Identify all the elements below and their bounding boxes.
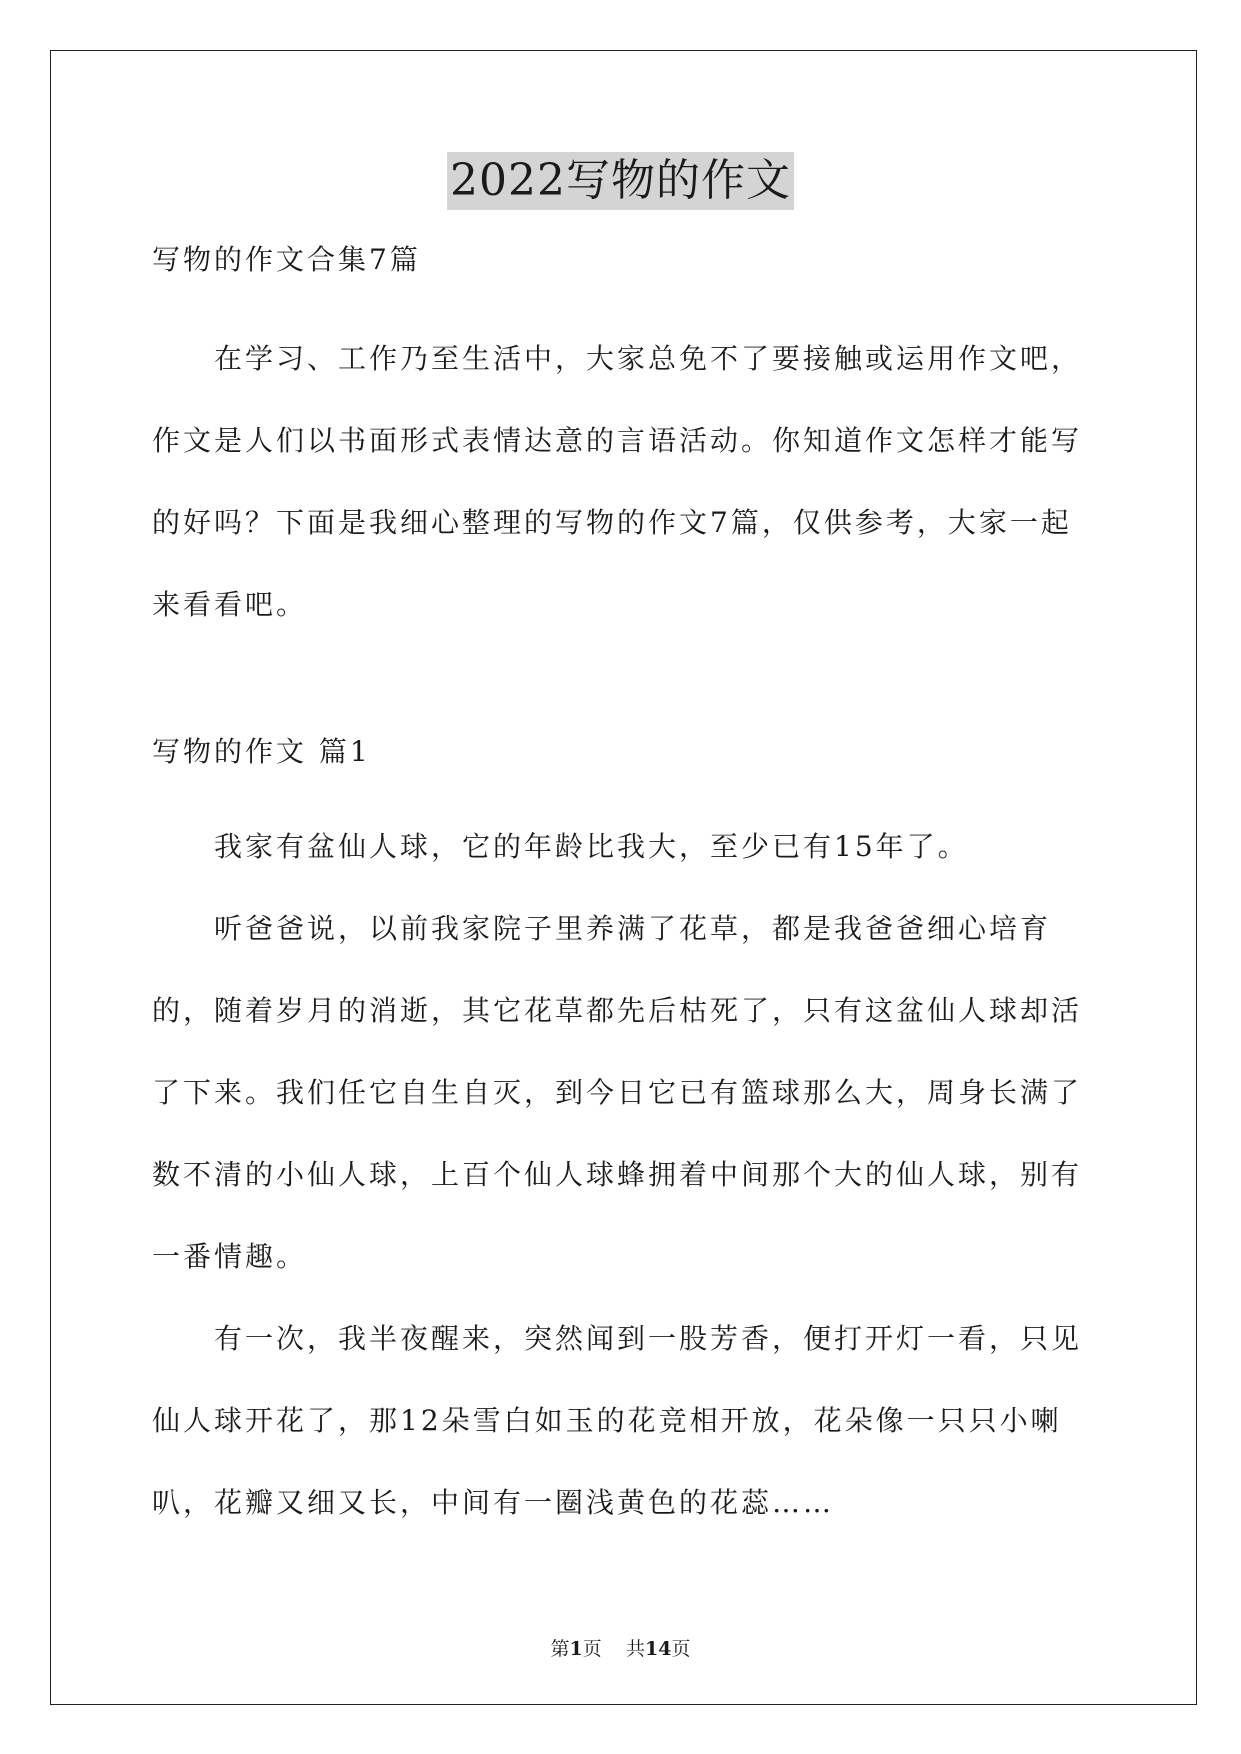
section-heading: 写物的作文 篇1 [152, 735, 371, 768]
page-footer [0, 1634, 1241, 1661]
total-pages: 14 [644, 1638, 672, 1660]
page-suffix: 页 [582, 1638, 602, 1660]
total-suffix: 页 [671, 1638, 691, 1660]
intro-paragraph: 在学习、工作乃至生活中，大家总免不了要接触或运用作文吧，作文是人们以书面形式表情达意的言语活动。你知道作文怎样才能写的好吗？下面是我细心整理的写物的作文7篇，仅供参考，大家一起来看看吧。 [152, 342, 1083, 621]
body-paragraph: 听爸爸说，以前我家院子里养满了花草，都是我爸爸细心培育的，随着岁月的消逝，其它花草都先后枯死了，只有这盆仙人球却活了下来。我们任它自生自灭，到今日它已有篮球那么大，周身长满了数不清的小仙人球，上百个仙人球蜂拥着中间那个大的仙人球，别有一番情趣。 [152, 912, 1083, 1273]
document-subtitle: 写物的作文合集7篇 [152, 243, 421, 276]
page-prefix: 第 [550, 1638, 570, 1660]
document-body [152, 240, 1097, 1544]
body-paragraph: 有一次，我半夜醒来，突然闻到一股芳香，便打开灯一看，只见仙人球开花了，那12朵雪白如玉的花竞相开放，花朵像一只只小喇叭，花瓣又细又长，中间有一圈浅黄色的花蕊…… [152, 1322, 1083, 1519]
body-paragraph: 我家有盆仙人球，它的年龄比我大，至少已有15年了。 [214, 830, 969, 863]
total-prefix: 共 [625, 1638, 645, 1660]
document-title: 2022写物的作文 [447, 152, 794, 210]
title-container [0, 152, 1241, 210]
page-number: 1 [569, 1638, 583, 1660]
